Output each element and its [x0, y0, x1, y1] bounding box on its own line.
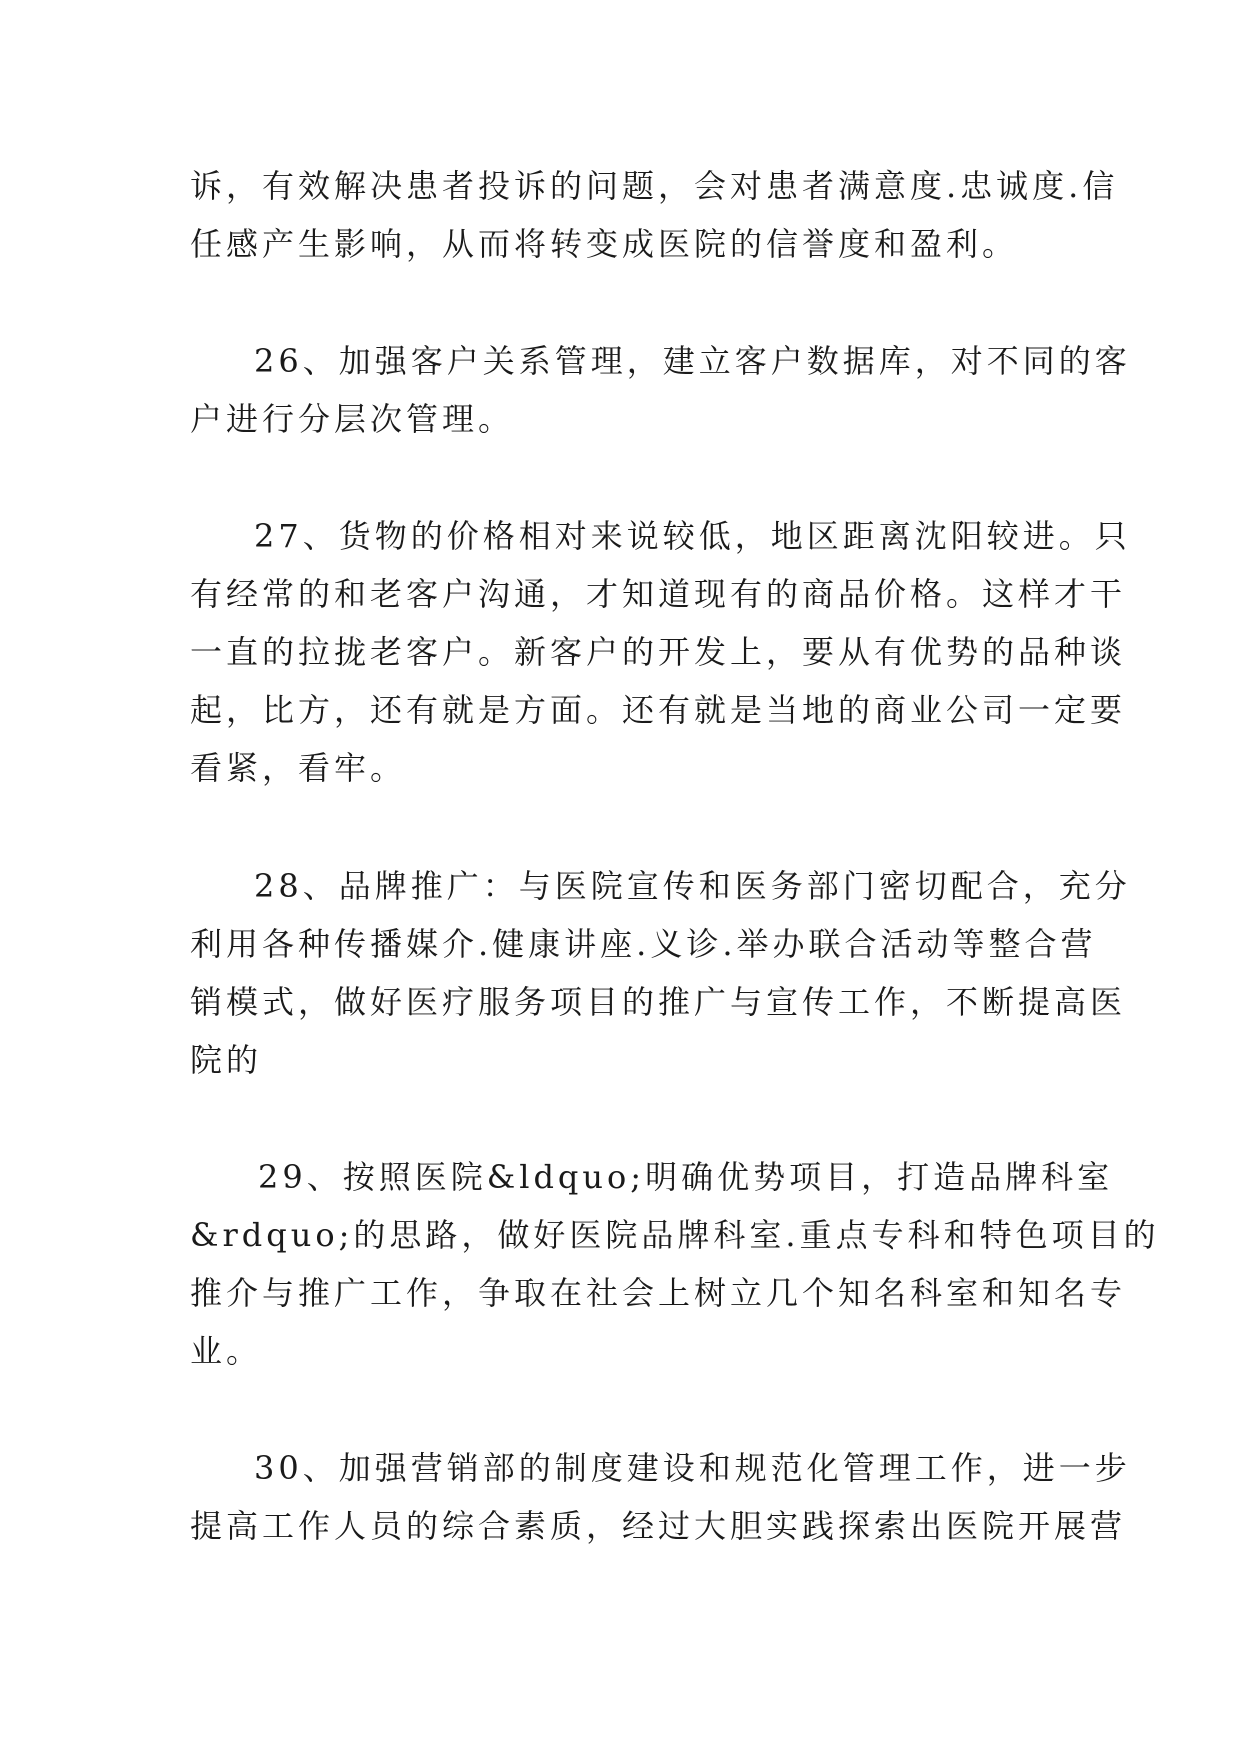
text-line: 任感产生影响，从而将转变成医院的信誉度和盈利。	[190, 225, 1019, 263]
text-line: 诉，有效解决患者投诉的问题，会对患者满意度.忠诚度.信	[190, 167, 1119, 205]
text-line: 推介与推广工作，争取在社会上树立几个知名科室和知名专	[190, 1274, 1127, 1312]
text-line: 一直的拉拢老客户。新客户的开发上，要从有优势的品种谈	[190, 633, 1127, 671]
text-line: 29、按照医院&ldquo;明确优势项目，打造品牌科室	[258, 1158, 1114, 1196]
text-line: 28、品牌推广：与医院宣传和医务部门密切配合，充分	[254, 867, 1131, 905]
text-line: 利用各种传播媒介.健康讲座.义诊.举办联合活动等整合营	[190, 925, 1097, 963]
text-line: 看紧，看牢。	[190, 749, 407, 787]
text-line: 户进行分层次管理。	[190, 400, 515, 438]
text-line: 30、加强营销部的制度建设和规范化管理工作，进一步	[254, 1449, 1131, 1487]
text-line: 有经常的和老客户沟通，才知道现有的商品价格。这样才干	[190, 575, 1127, 613]
text-line: 提高工作人员的综合素质，经过大胆实践探索出医院开展营	[190, 1507, 1127, 1545]
text-line: 院的	[190, 1041, 263, 1079]
text-line: 起，比方，还有就是方面。还有就是当地的商业公司一定要	[190, 691, 1127, 729]
text-line: 销模式，做好医疗服务项目的推广与宣传工作，不断提高医	[190, 983, 1127, 1021]
text-line: 26、加强客户关系管理，建立客户数据库，对不同的客	[254, 342, 1131, 380]
text-line: 业。	[190, 1332, 263, 1370]
text-line: &rdquo;的思路，做好医院品牌科室.重点专科和特色项目的	[190, 1216, 1160, 1254]
text-line: 27、货物的价格相对来说较低，地区距离沈阳较进。只	[254, 517, 1131, 555]
